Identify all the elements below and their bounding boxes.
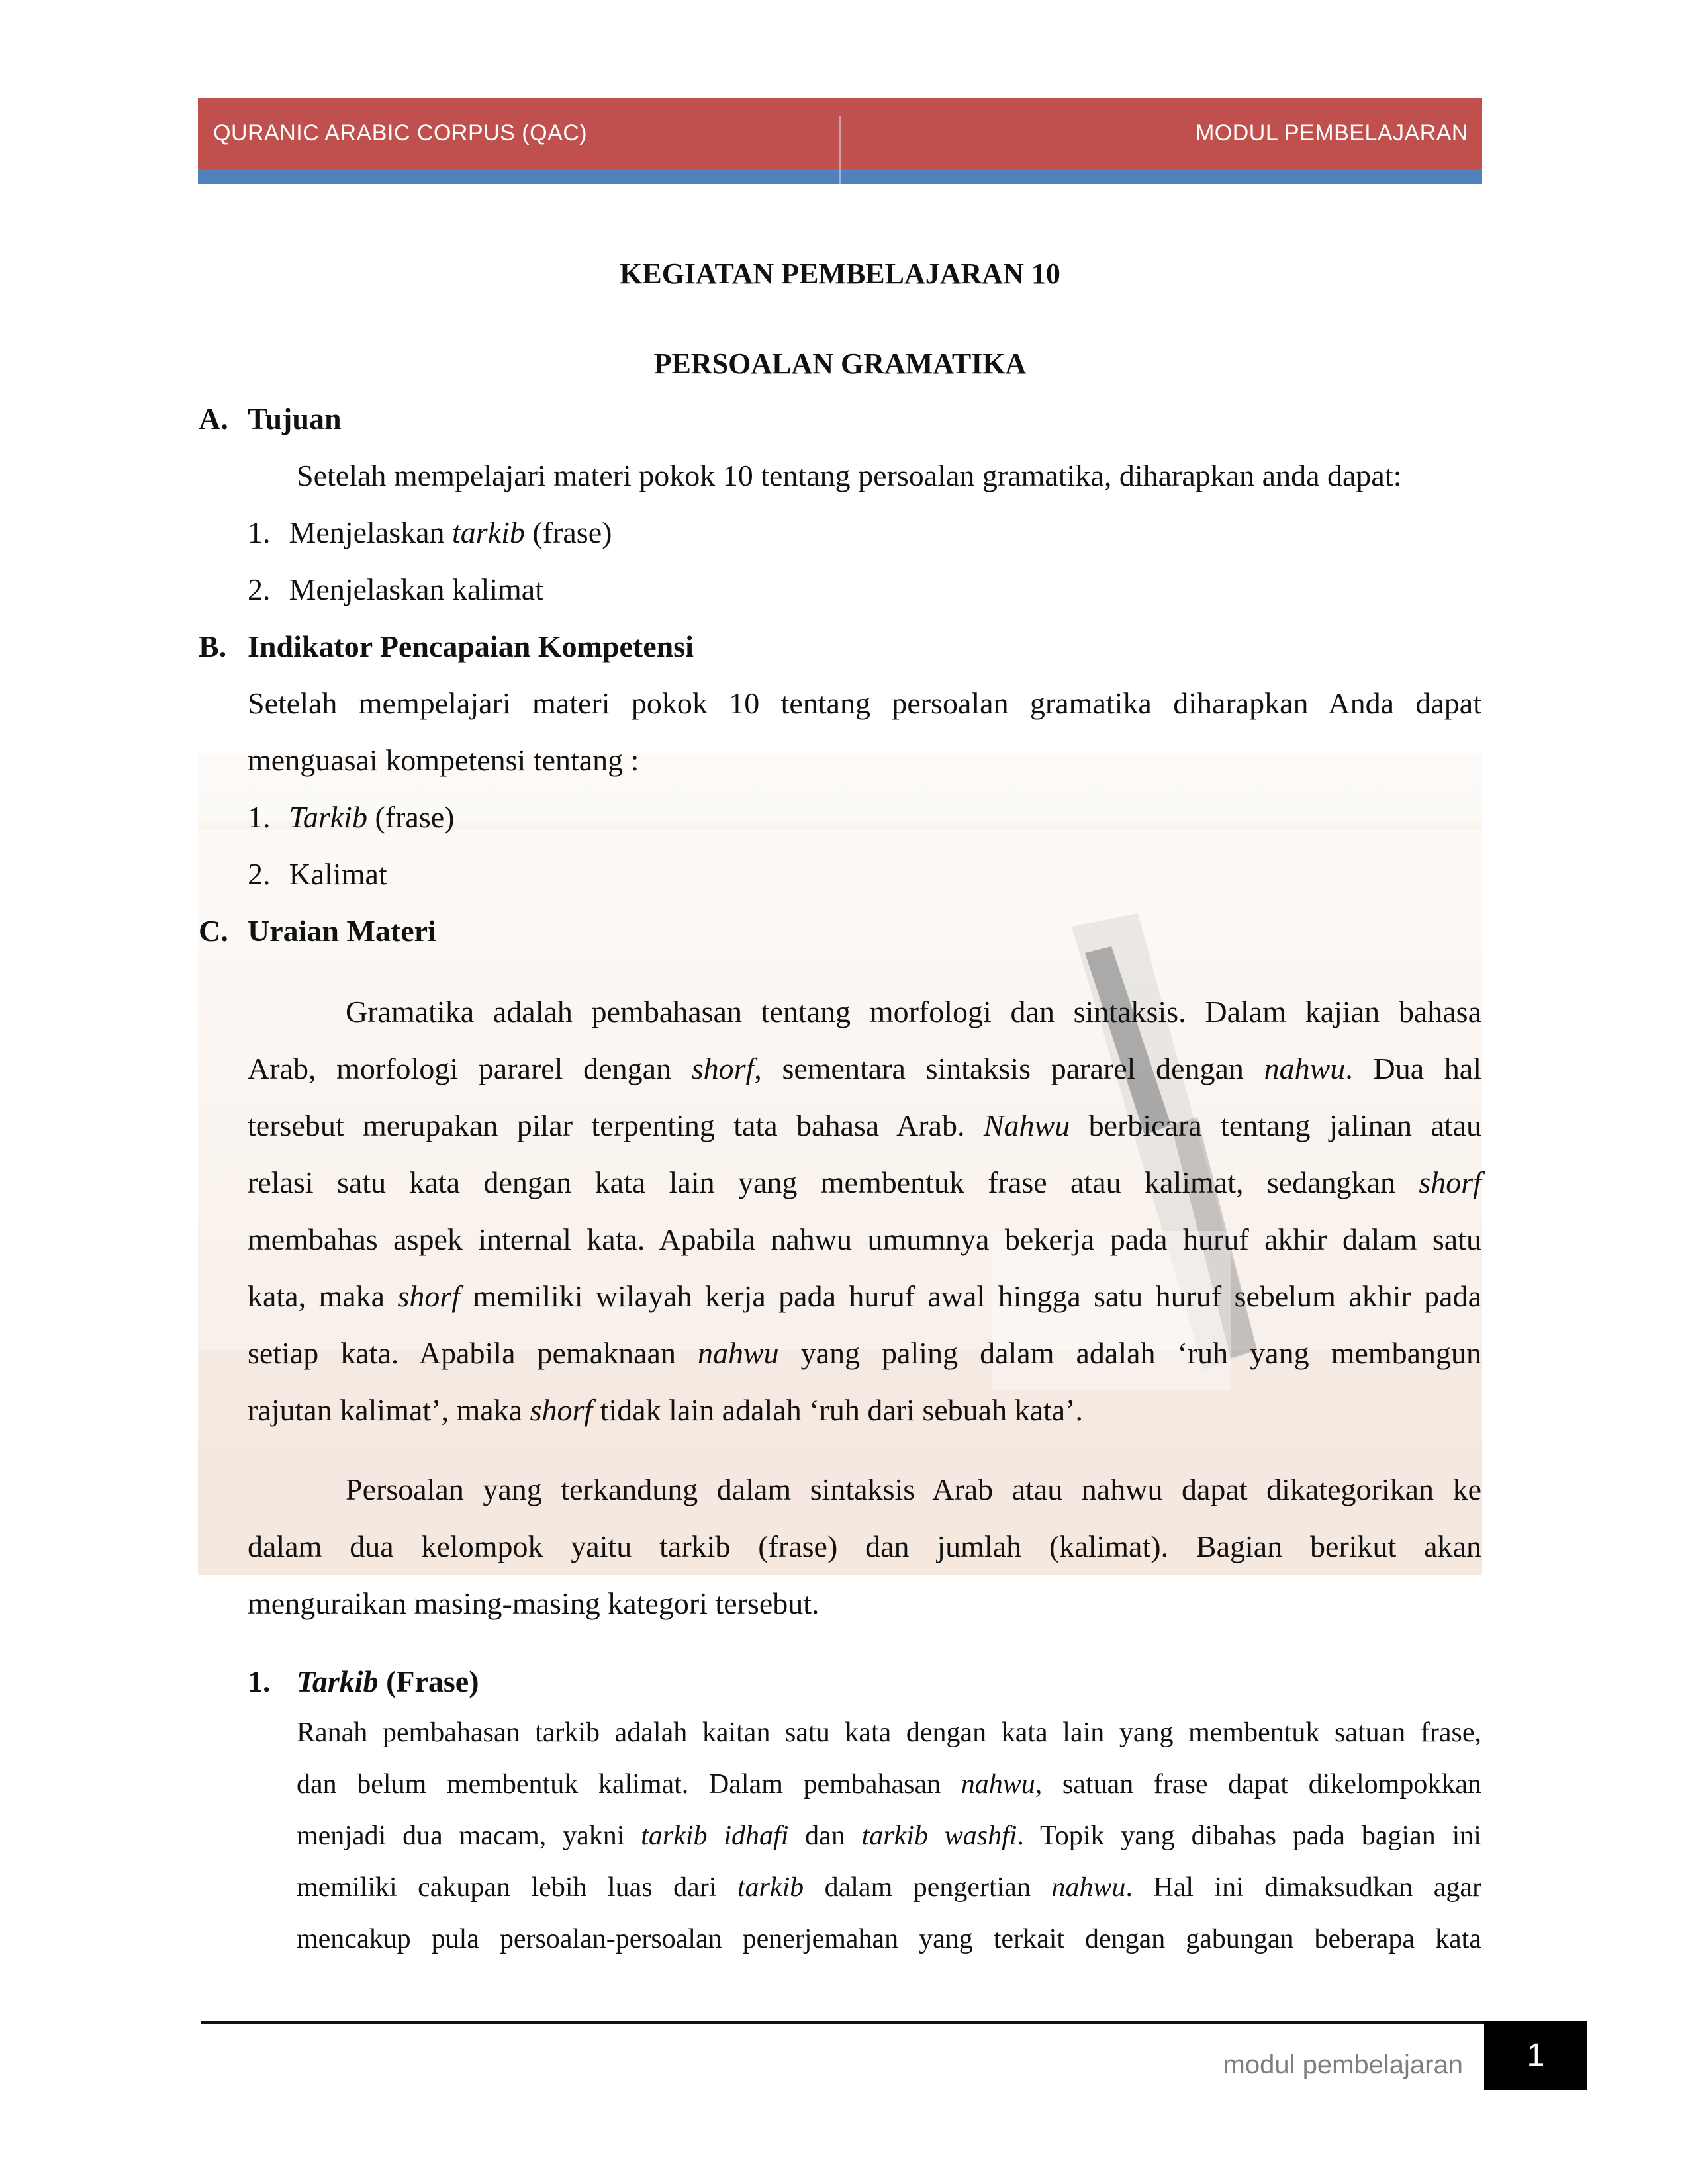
text-run: berbicara tentang jalinan atau: [1070, 1109, 1481, 1142]
text-run: . Dua hal: [1345, 1052, 1481, 1085]
text-run: kata, maka: [248, 1279, 398, 1313]
paragraph-line: Gramatika adalah pembahasan tentang morfologi dan sintaksis. Dalam kajian bahasa: [346, 995, 1481, 1028]
text-run: dalam pengertian: [804, 1872, 1052, 1903]
list-number: 2.: [248, 572, 271, 606]
footer-label: modul pembelajaran: [1223, 2050, 1463, 2079]
italic-term: shorf: [691, 1052, 755, 1085]
text-run: memiliki wilayah kerja pada huruf awal hingga satu huruf sebelum akhir pada: [460, 1279, 1481, 1313]
list-item: [248, 572, 543, 607]
list-term: Tarkib: [289, 800, 367, 834]
list-text: (frase): [367, 800, 455, 834]
text-run: Arab, morfologi pararel dengan: [248, 1052, 692, 1085]
list-text: Menjelaskan: [289, 516, 453, 549]
paragraph-line: Persoalan yang terkandung dalam sintaksis Arab atau nahwu dapat dikategorikan ke: [346, 1473, 1481, 1506]
paragraph-line: dalam dua kelompok yaitu tarkib (frase) dan jumlah (kalimat). Bagian berikut akan: [248, 1529, 1481, 1563]
paragraph-line: Ranah pembahasan tarkib adalah kaitan satu kata dengan kata lain yang membentuk satuan frase,: [297, 1717, 1481, 1748]
section-a-heading: Tujuan: [248, 402, 342, 435]
paragraph-line: mencakup pula persoalan-persoalan penerjemahan yang terkait dengan gabungan beberapa kata: [297, 1924, 1481, 1954]
paragraph-line: membahas aspek internal kata. Apabila nahwu umumnya bekerja pada huruf akhir dalam satu: [248, 1222, 1481, 1256]
italic-term: shorf: [1419, 1165, 1481, 1199]
text-run: memiliki cakupan lebih luas dari: [297, 1872, 737, 1903]
text-run: menjadi dua macam, yakni: [297, 1821, 641, 1851]
italic-term: nahwu: [1264, 1052, 1346, 1085]
text-run: setiap kata. Apabila pemaknaan: [248, 1336, 698, 1370]
subsection-title: [297, 1664, 479, 1699]
text-run: . Hal ini dimaksudkan agar: [1125, 1872, 1482, 1903]
list-text: Kalimat: [289, 857, 387, 891]
italic-term: tarkib washfi: [861, 1821, 1017, 1851]
section-a-intro: Setelah mempelajari materi pokok 10 tentang persoalan gramatika, diharapkan anda dapat:: [297, 459, 1402, 492]
header-right-title: MODUL PEMBELAJARAN: [1195, 120, 1468, 146]
list-number: 2.: [248, 857, 271, 891]
list-number: 1.: [248, 800, 271, 834]
italic-term: tarkib: [737, 1872, 804, 1903]
section-b-marker: B.: [199, 629, 227, 663]
italic-term: shorf: [397, 1279, 461, 1313]
subsection-number: 1.: [248, 1664, 271, 1698]
section-a-marker: A.: [199, 402, 228, 435]
text-run: (Frase): [378, 1664, 479, 1698]
italic-term: Tarkib: [297, 1664, 379, 1698]
list-number: 1.: [248, 516, 271, 549]
text-run: , satuan frase dapat dikelompokkan: [1035, 1769, 1481, 1799]
header-left-title: QURANIC ARABIC CORPUS (QAC): [213, 120, 588, 146]
text-run: dan belum membentuk kalimat. Dalam pembahasan: [297, 1769, 961, 1799]
header-divider: [839, 116, 841, 184]
section-b-intro-line: Setelah mempelajari materi pokok 10 tentang persoalan gramatika diharapkan Anda dapat: [248, 686, 1481, 720]
text-run: rajutan kalimat’, maka: [248, 1393, 530, 1427]
list-term: tarkib: [452, 516, 525, 549]
paragraph-line: [248, 1336, 1481, 1371]
paragraph-line: [248, 1051, 1481, 1086]
paragraph-line: [297, 1768, 1481, 1800]
italic-term: Nahwu: [983, 1109, 1070, 1142]
page-title: KEGIATAN PEMBELAJARAN 10: [620, 257, 1060, 290]
footer-rule: [201, 2021, 1587, 2024]
list-item: [248, 799, 454, 835]
section-c-heading: Uraian Materi: [248, 914, 436, 948]
section-b-intro-line: menguasai kompetensi tentang :: [248, 743, 639, 777]
page-subtitle: PERSOALAN GRAMATIKA: [653, 347, 1027, 380]
list-item: [248, 856, 387, 891]
paragraph-line: [297, 1820, 1481, 1852]
text-run: tersebut merupakan pilar terpenting tata bahasa Arab.: [248, 1109, 984, 1142]
text-run: relasi satu kata dengan kata lain yang membentuk frase atau kalimat, sedangkan: [248, 1165, 1419, 1199]
list-text: Menjelaskan kalimat: [289, 572, 543, 606]
paragraph-line: [297, 1872, 1481, 1903]
italic-term: nahwu: [697, 1336, 779, 1370]
page-number: 1: [1484, 2021, 1587, 2090]
list-text: (frase): [524, 516, 612, 549]
italic-term: nahwu: [961, 1769, 1035, 1799]
list-item: [248, 515, 612, 550]
text-run: dan: [788, 1821, 862, 1851]
paragraph-line: menguraikan masing-masing kategori tersebut.: [248, 1586, 820, 1620]
section-b-heading: Indikator Pencapaian Kompetensi: [248, 629, 694, 663]
text-run: yang paling dalam adalah ‘ruh yang membangun: [778, 1336, 1481, 1370]
text-run: . Topik yang dibahas pada bagian ini: [1017, 1821, 1481, 1851]
section-c-marker: C.: [199, 914, 228, 948]
paragraph-line: [248, 1165, 1481, 1200]
paragraph-line: [248, 1392, 1083, 1428]
italic-term: tarkib idhafi: [641, 1821, 789, 1851]
italic-term: shorf: [530, 1393, 593, 1427]
paragraph-line: [248, 1279, 1481, 1314]
paragraph-line: [248, 1108, 1481, 1143]
italic-term: nahwu: [1051, 1872, 1126, 1903]
text-run: tidak lain adalah ‘ruh dari sebuah kata’.: [592, 1393, 1084, 1427]
text-run: , sementara sintaksis pararel dengan: [754, 1052, 1264, 1085]
